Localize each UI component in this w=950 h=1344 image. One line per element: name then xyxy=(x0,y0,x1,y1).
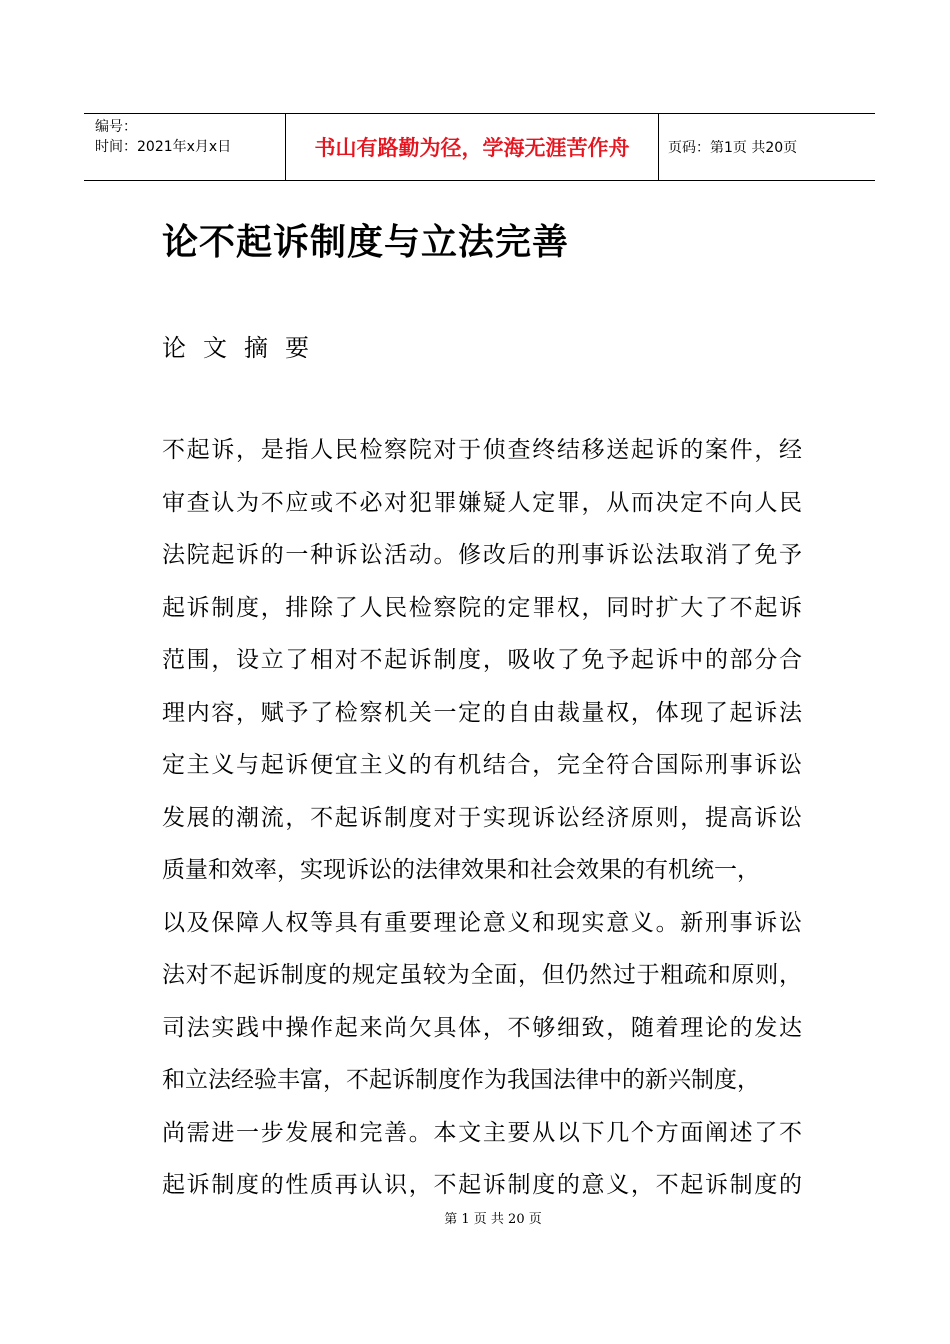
body-line: 以及保障人权等具有重要理论意义和现实意义。新刑事诉讼 xyxy=(162,909,802,936)
body-line: 质量和效率，实现诉讼的法律效果和社会效果的有机统一， xyxy=(162,857,760,883)
body-line: 法对不起诉制度的规定虽较为全面，但仍然过于粗疏和原则， xyxy=(162,962,802,988)
body-line: 法院起诉的一种诉讼活动。修改后的刑事诉讼法取消了免予 xyxy=(162,542,802,568)
body-line: 起诉制度，排除了人民检察院的定罪权，同时扩大了不起诉 xyxy=(162,594,802,621)
date-label: 时间：2021年x月x日 xyxy=(95,139,232,155)
body-line: 定主义与起诉便宜主义的有机结合，完全符合国际刑事诉讼 xyxy=(162,752,802,778)
header-motto: 书山有路勤为径，学海无涯苦作舟 xyxy=(286,114,659,180)
body-line: 审查认为不应或不必对犯罪嫌疑人定罪，从而决定不向人民 xyxy=(162,489,802,516)
header-meta xyxy=(84,114,286,180)
header-page-info: 页码：第1页 共20页 xyxy=(668,140,798,156)
body-line: 和立法经验丰富，不起诉制度作为我国法律中的新兴制度， xyxy=(162,1067,760,1093)
body-line: 不起诉，是指人民检察院对于侦查终结移送起诉的案件，经 xyxy=(162,437,802,463)
body-line: 尚需进一步发展和完善。本文主要从以下几个方面阐述了不 xyxy=(162,1119,802,1146)
document-title: 论不起诉制度与立法完善 xyxy=(162,221,570,263)
body-line: 理内容，赋予了检察机关一定的自由裁量权，体现了起诉法 xyxy=(162,699,802,726)
page-footer: 第 1 页 共 20 页 xyxy=(444,1212,542,1227)
number-label: 编号： xyxy=(95,119,137,135)
body-line: 起诉制度的性质再认识，不起诉制度的意义，不起诉制度的 xyxy=(162,1172,802,1198)
body-line: 范围，设立了相对不起诉制度，吸收了免予起诉中的部分合 xyxy=(162,647,802,673)
body-line: 司法实践中操作起来尚欠具体，不够细致，随着理论的发达 xyxy=(162,1014,802,1041)
document-header xyxy=(84,113,875,181)
abstract-body xyxy=(162,424,802,1212)
abstract-heading: 论文摘要 xyxy=(162,334,326,362)
body-line: 发展的潮流，不起诉制度对于实现诉讼经济原则，提高诉讼 xyxy=(162,804,802,831)
